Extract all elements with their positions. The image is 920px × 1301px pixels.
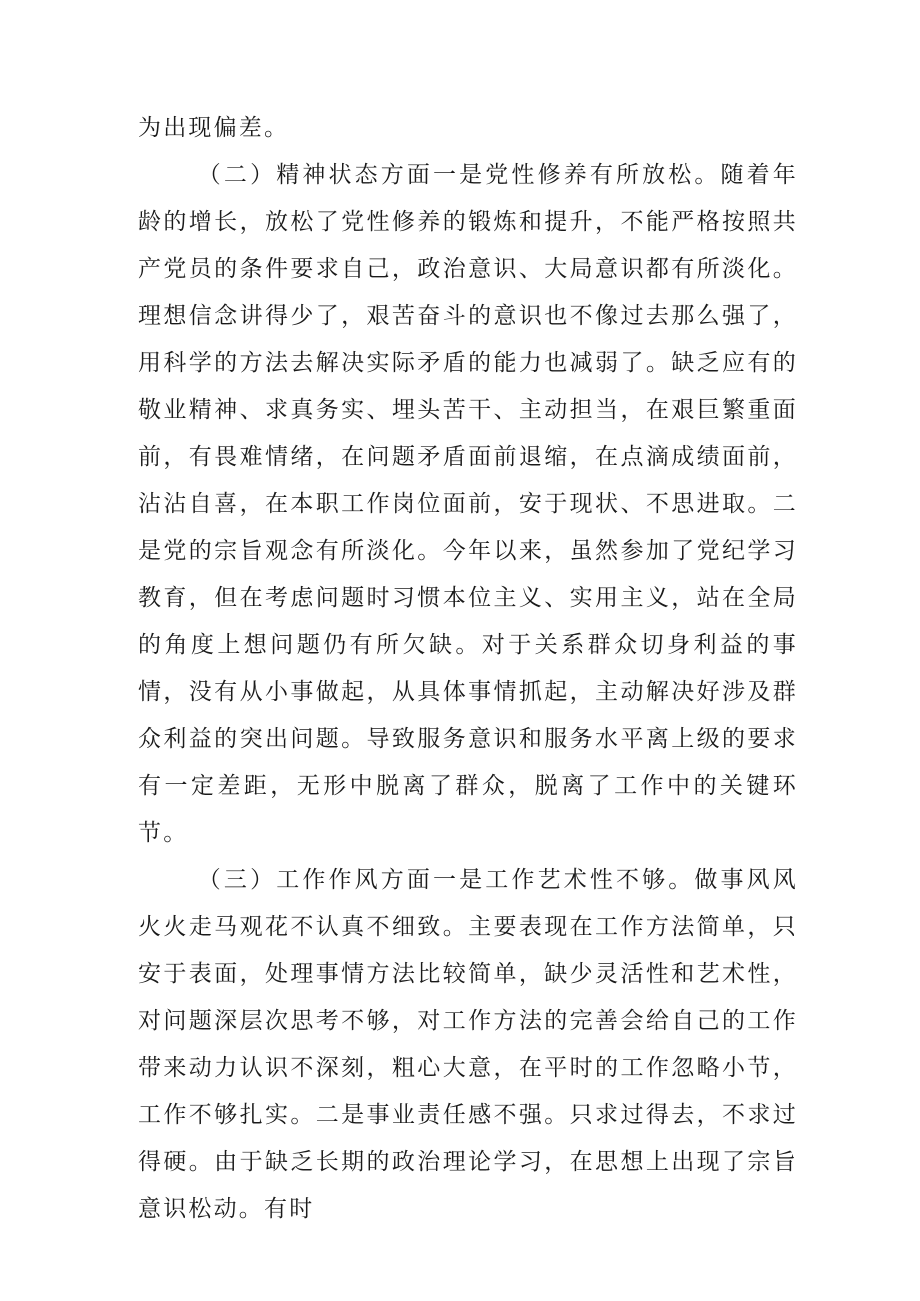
- paragraph-continuation: 为出现偏差。: [138, 115, 290, 141]
- body-text: [138, 105, 798, 1233]
- paragraph-work-style: （三）工作作风方面一是工作艺术性不够。做事风风火火走马观花不认真不细致。主要表现在工作方法简单，只安于表面，处理事情方法比较简单，缺少灵活性和艺术性，对问题深层次思考不够，对工作方法的完善会给自己的工作带来动力认识不深刻，粗心大意，在平时的工作忽略小节，工作不够扎实。二是事业责任感不强。只求过得去，不求过得硬。由于缺乏长期的政治理论学习，在思想上出现了宗旨意识松动。有时: [138, 867, 798, 1222]
- paragraph-spiritual-state: （二）精神状态方面一是党性修养有所放松。随着年龄的增长，放松了党性修养的锻炼和提升，不能严格按照共产党员的条件要求自己，政治意识、大局意识都有所淡化。理想信念讲得少了，艰苦奋斗的意识也不像过去那么强了，用科学的方法去解决实际矛盾的能力也减弱了。缺乏应有的敬业精神、求真务实、埋头苦干、主动担当，在艰巨繁重面前，有畏难情绪，在问题矛盾面前退缩，在点滴成绩面前，沾沾自喜，在本职工作岗位面前，安于现状、不思进取。二是党的宗旨观念有所淡化。今年以来，虽然参加了党纪学习教育，但在考虑问题时习惯本位主义、实用主义，站在全局的角度上想问题仍有所欠缺。对于关系群众切身利益的事情，没有从小事做起，从具体事情抓起，主动解决好涉及群众利益的突出问题。导致服务意识和服务水平离上级的要求有一定差距，无形中脱离了群众，脱离了工作中的关键环节。: [138, 162, 798, 846]
